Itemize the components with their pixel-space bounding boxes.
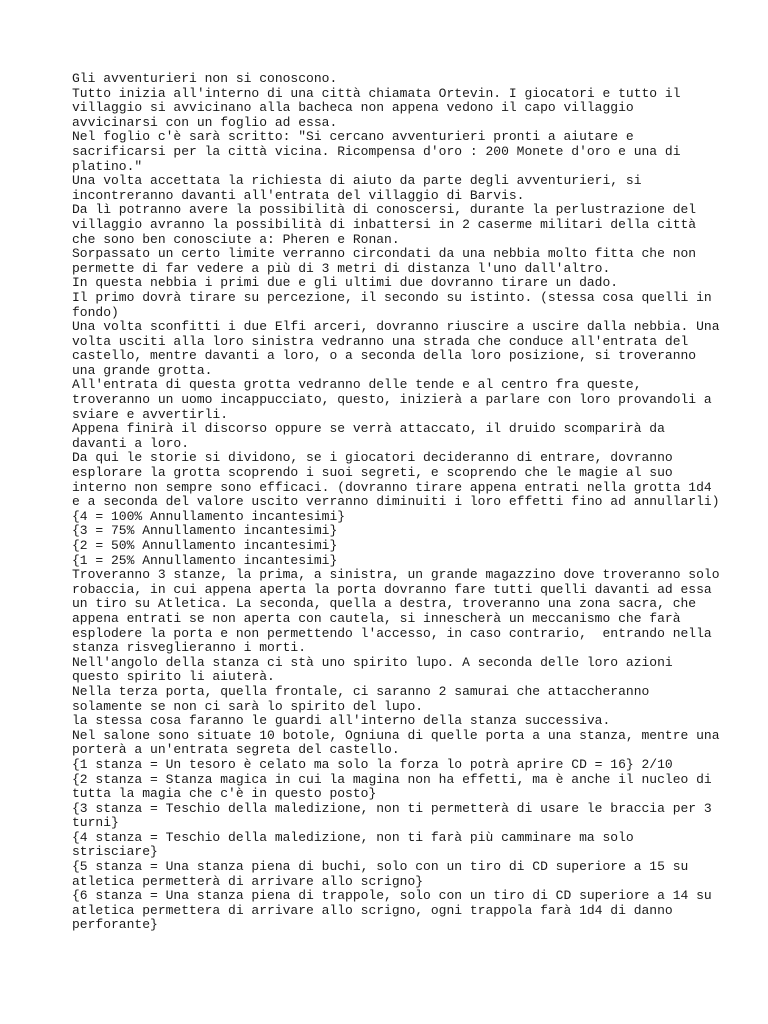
text-line: Nell'angolo della stanza ci stà uno spirito lupo. A seconda delle loro azioni xyxy=(72,654,673,670)
text-line: fondo) xyxy=(72,304,119,320)
text-line: villaggio avranno la possibilità di inbattersi in 2 caserme militari della città xyxy=(72,216,697,232)
text-line: perforante} xyxy=(72,917,158,933)
text-line: volta usciti alla loro sinistra vedranno una strada che conduce all'entrata del xyxy=(72,333,689,349)
text-line: atletica permetterà di arrivare allo scrigno} xyxy=(72,873,424,889)
text-line: troveranno un uomo incappucciato, questo, inizierà a parlare con loro provandoli a xyxy=(72,392,712,408)
text-line: Una volta accettata la richiesta di aiuto da parte degli avventurieri, si xyxy=(72,173,642,189)
text-line: {4 stanza = Teschio della maledizione, non ti farà più camminare ma solo xyxy=(72,829,634,845)
text-line: {6 stanza = Una stanza piena di trappole, solo con un tiro di CD superiore a 14 su xyxy=(72,888,712,904)
text-line: Troveranno 3 stanze, la prima, a sinistra, un grande magazzino dove troveranno solo xyxy=(72,567,720,583)
text-line: solamente se non ci sarà lo spirito del lupo. xyxy=(72,698,424,714)
text-line: Tutto inizia all'interno di una città chiamata Ortevin. I giocatori e tutto il xyxy=(72,85,681,101)
text-line: {5 stanza = Una stanza piena di buchi, solo con un tiro di CD superiore a 15 su xyxy=(72,859,689,875)
text-line: In questa nebbia i primi due e gli ultimi due dovranno tirare un dado. xyxy=(72,275,619,291)
text-line: incontreranno davanti all'entrata del villaggio di Barvis. xyxy=(72,187,525,203)
text-line: Nel salone sono situate 10 botole, Ogniuna di quelle porta a una stanza, mentre una xyxy=(72,727,720,743)
document-page xyxy=(72,71,720,933)
text-line: Gli avventurieri non si conoscono. xyxy=(72,71,338,86)
text-line: villaggio si avvicinano alla bacheca non appena vedono il capo villaggio xyxy=(72,100,634,116)
text-line: stanza risveglieranno i morti. xyxy=(72,640,307,656)
text-line: {1 stanza = Un tesoro è celato ma solo la forza lo potrà aprire CD = 16} 2/10 xyxy=(72,756,673,772)
text-line: Sorpassato un certo limite verranno circondati da una nebbia molto fitta che non xyxy=(72,246,697,262)
text-line: davanti a loro. xyxy=(72,435,190,451)
text-line: {2 = 50% Annullamento incantesimi} xyxy=(72,538,338,553)
text-line: Nella terza porta, quella frontale, ci saranno 2 samurai che attaccheranno xyxy=(72,683,650,699)
text-line: All'entrata di questa grotta vedranno delle tende e al centro fra queste, xyxy=(72,377,642,393)
text-line: Il primo dovrà tirare su percezione, il secondo su istinto. (stessa cosa quelli in xyxy=(72,289,712,305)
text-line: sacrificarsi per la città vicina. Ricompensa d'oro : 200 Monete d'oro e una di xyxy=(72,143,681,159)
text-line: esplodere la porta e non permettendo l'accesso, in caso contrario, entrando nella xyxy=(72,625,712,641)
text-line: castello, mentre davanti a loro, o a seconda della loro posizione, si troveranno xyxy=(72,348,697,364)
text-line: strisciare} xyxy=(72,844,158,860)
text-line: esplorare la grotta scoprendo i suoi segreti, e scoprendo che le magie al suo xyxy=(72,465,673,481)
text-line: platino." xyxy=(72,158,143,174)
text-line: Da qui le storie si dividono, se i giocatori decideranno di entrare, dovranno xyxy=(72,450,673,466)
text-line: robaccia, in cui appena aperta la porta dovranno fare tutti quelli davanti ad essa xyxy=(72,581,712,597)
text-line: turni} xyxy=(72,815,119,831)
text-line: avvicinarsi con un foglio ad essa. xyxy=(72,114,338,130)
text-line: permette di far vedere a più di 3 metri di distanza l'uno dall'altro. xyxy=(72,260,611,276)
text-line: un tiro su Atletica. La seconda, quella a destra, troveranno una zona sacra, che xyxy=(72,596,697,612)
text-line: Una volta sconfitti i due Elfi arceri, dovranno riuscire a uscire dalla nebbia. Una xyxy=(72,319,720,335)
text-line: la stessa cosa faranno le guardi all'interno della stanza successiva. xyxy=(72,713,611,729)
text-line: porterà a un'entrata segreta del castello. xyxy=(72,742,400,758)
text-line: atletica permettera di arrivare allo scrigno, ogni trappola farà 1d4 di danno xyxy=(72,902,673,918)
text-line: una grande grotta. xyxy=(72,362,213,378)
text-line: tutta la magia che c'è in questo posto} xyxy=(72,786,377,802)
text-line: Da lì potranno avere la possibilità di conoscersi, durante la perlustrazione del xyxy=(72,202,697,218)
text-line: {1 = 25% Annullamento incantesimi} xyxy=(72,552,338,568)
text-line: che sono ben conosciute a: Pheren e Ronan. xyxy=(72,231,400,247)
text-line: sviare e avvertirli. xyxy=(72,406,229,422)
text-line: {4 = 100% Annullamento incantesimi} xyxy=(72,508,346,524)
text-line: appena entrati se non aperta con cautela, si innescherà un meccanismo che farà xyxy=(72,610,681,626)
text-line: e a seconda del valore uscito verranno diminuiti i loro effetti fino ad annullarli) xyxy=(72,494,720,510)
text-line: {2 stanza = Stanza magica in cui la magina non ha effetti, ma è anche il nucleo di xyxy=(72,771,712,787)
text-line: interno non sempre sono efficaci. (dovranno tirare appena entrati nella grotta 1d4 xyxy=(72,479,712,495)
text-line: Appena finirà il discorso oppure se verrà attaccato, il druido scomparirà da xyxy=(72,421,665,437)
text-line: {3 = 75% Annullamento incantesimi} xyxy=(72,523,338,539)
text-line: Nel foglio c'è sarà scritto: "Si cercano avventurieri pronti a aiutare e xyxy=(72,129,634,145)
text-line: questo spirito li aiuterà. xyxy=(72,669,275,685)
text-line: {3 stanza = Teschio della maledizione, non ti permetterà di usare le braccia per 3 xyxy=(72,800,712,816)
